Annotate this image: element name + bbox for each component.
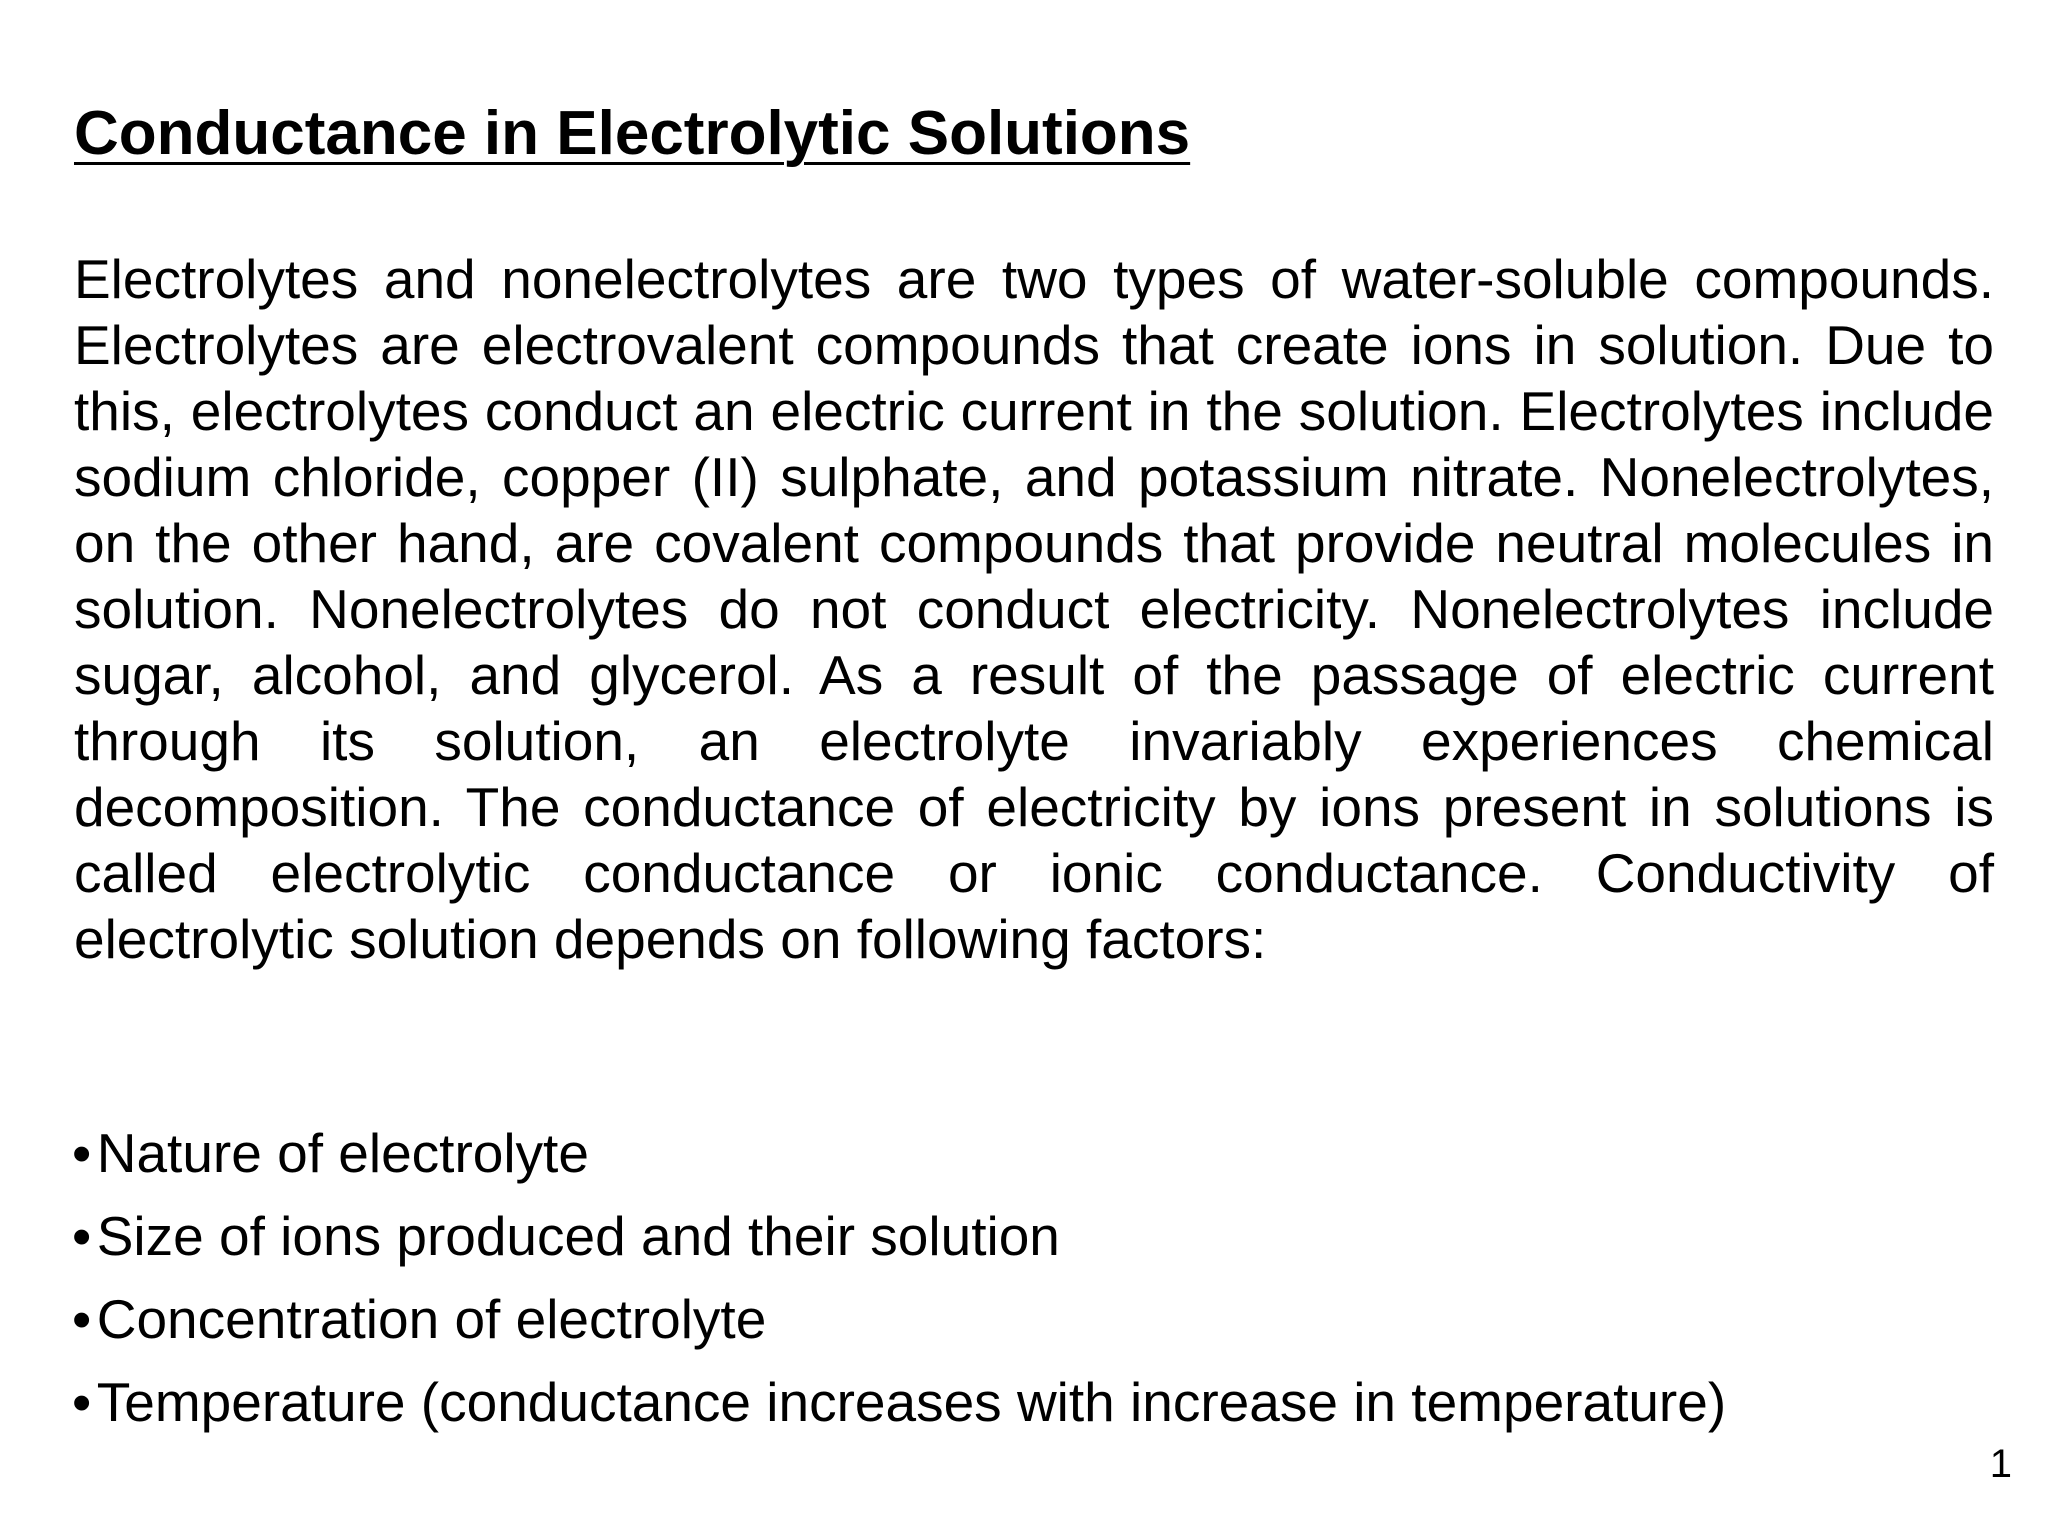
body-paragraph: Electrolytes and nonelectrolytes are two types of water-soluble compounds. Electrolytes are electrovalent compounds that create ions in solution. Due to this, electrolytes conduct an electric current in the solution. Electrolytes include sodium chloride, copper (II) sulphate, and potassium nitrate. Nonelectrolytes, on the other hand, are covalent compounds that provide neutral molecules in solution. Nonelectrolytes do not conduct electricity. Nonelectrolytes include sugar, alcohol, and glycerol. As a result of the passage of electric current through its solution, an electrolyte invariably experiences chemical decomposition. The conductance of electricity by ions present in solutions is called electrolytic conductance or ionic conductance. Conductivity of electrolytic solution depends on following factors: [74,248,1994,970]
factor-list [72,1120,1726,1452]
list-item [72,1369,1726,1435]
list-item [72,1120,1726,1186]
bullet-icon: • [72,1288,92,1350]
bullet-icon: • [72,1122,92,1184]
factor-text: Temperature (conductance increases with increase in temperature) [96,1371,1727,1433]
list-item [72,1203,1726,1269]
bullet-icon: • [72,1371,92,1433]
page-number: 1 [1989,1442,2012,1486]
bullet-icon: • [72,1205,92,1267]
slide-title: Conductance in Electrolytic Solutions [74,99,1191,168]
factor-text: Concentration of electrolyte [96,1288,767,1350]
factor-text: Nature of electrolyte [96,1122,589,1184]
list-item [72,1286,1726,1352]
factor-text: Size of ions produced and their solution [96,1205,1060,1267]
